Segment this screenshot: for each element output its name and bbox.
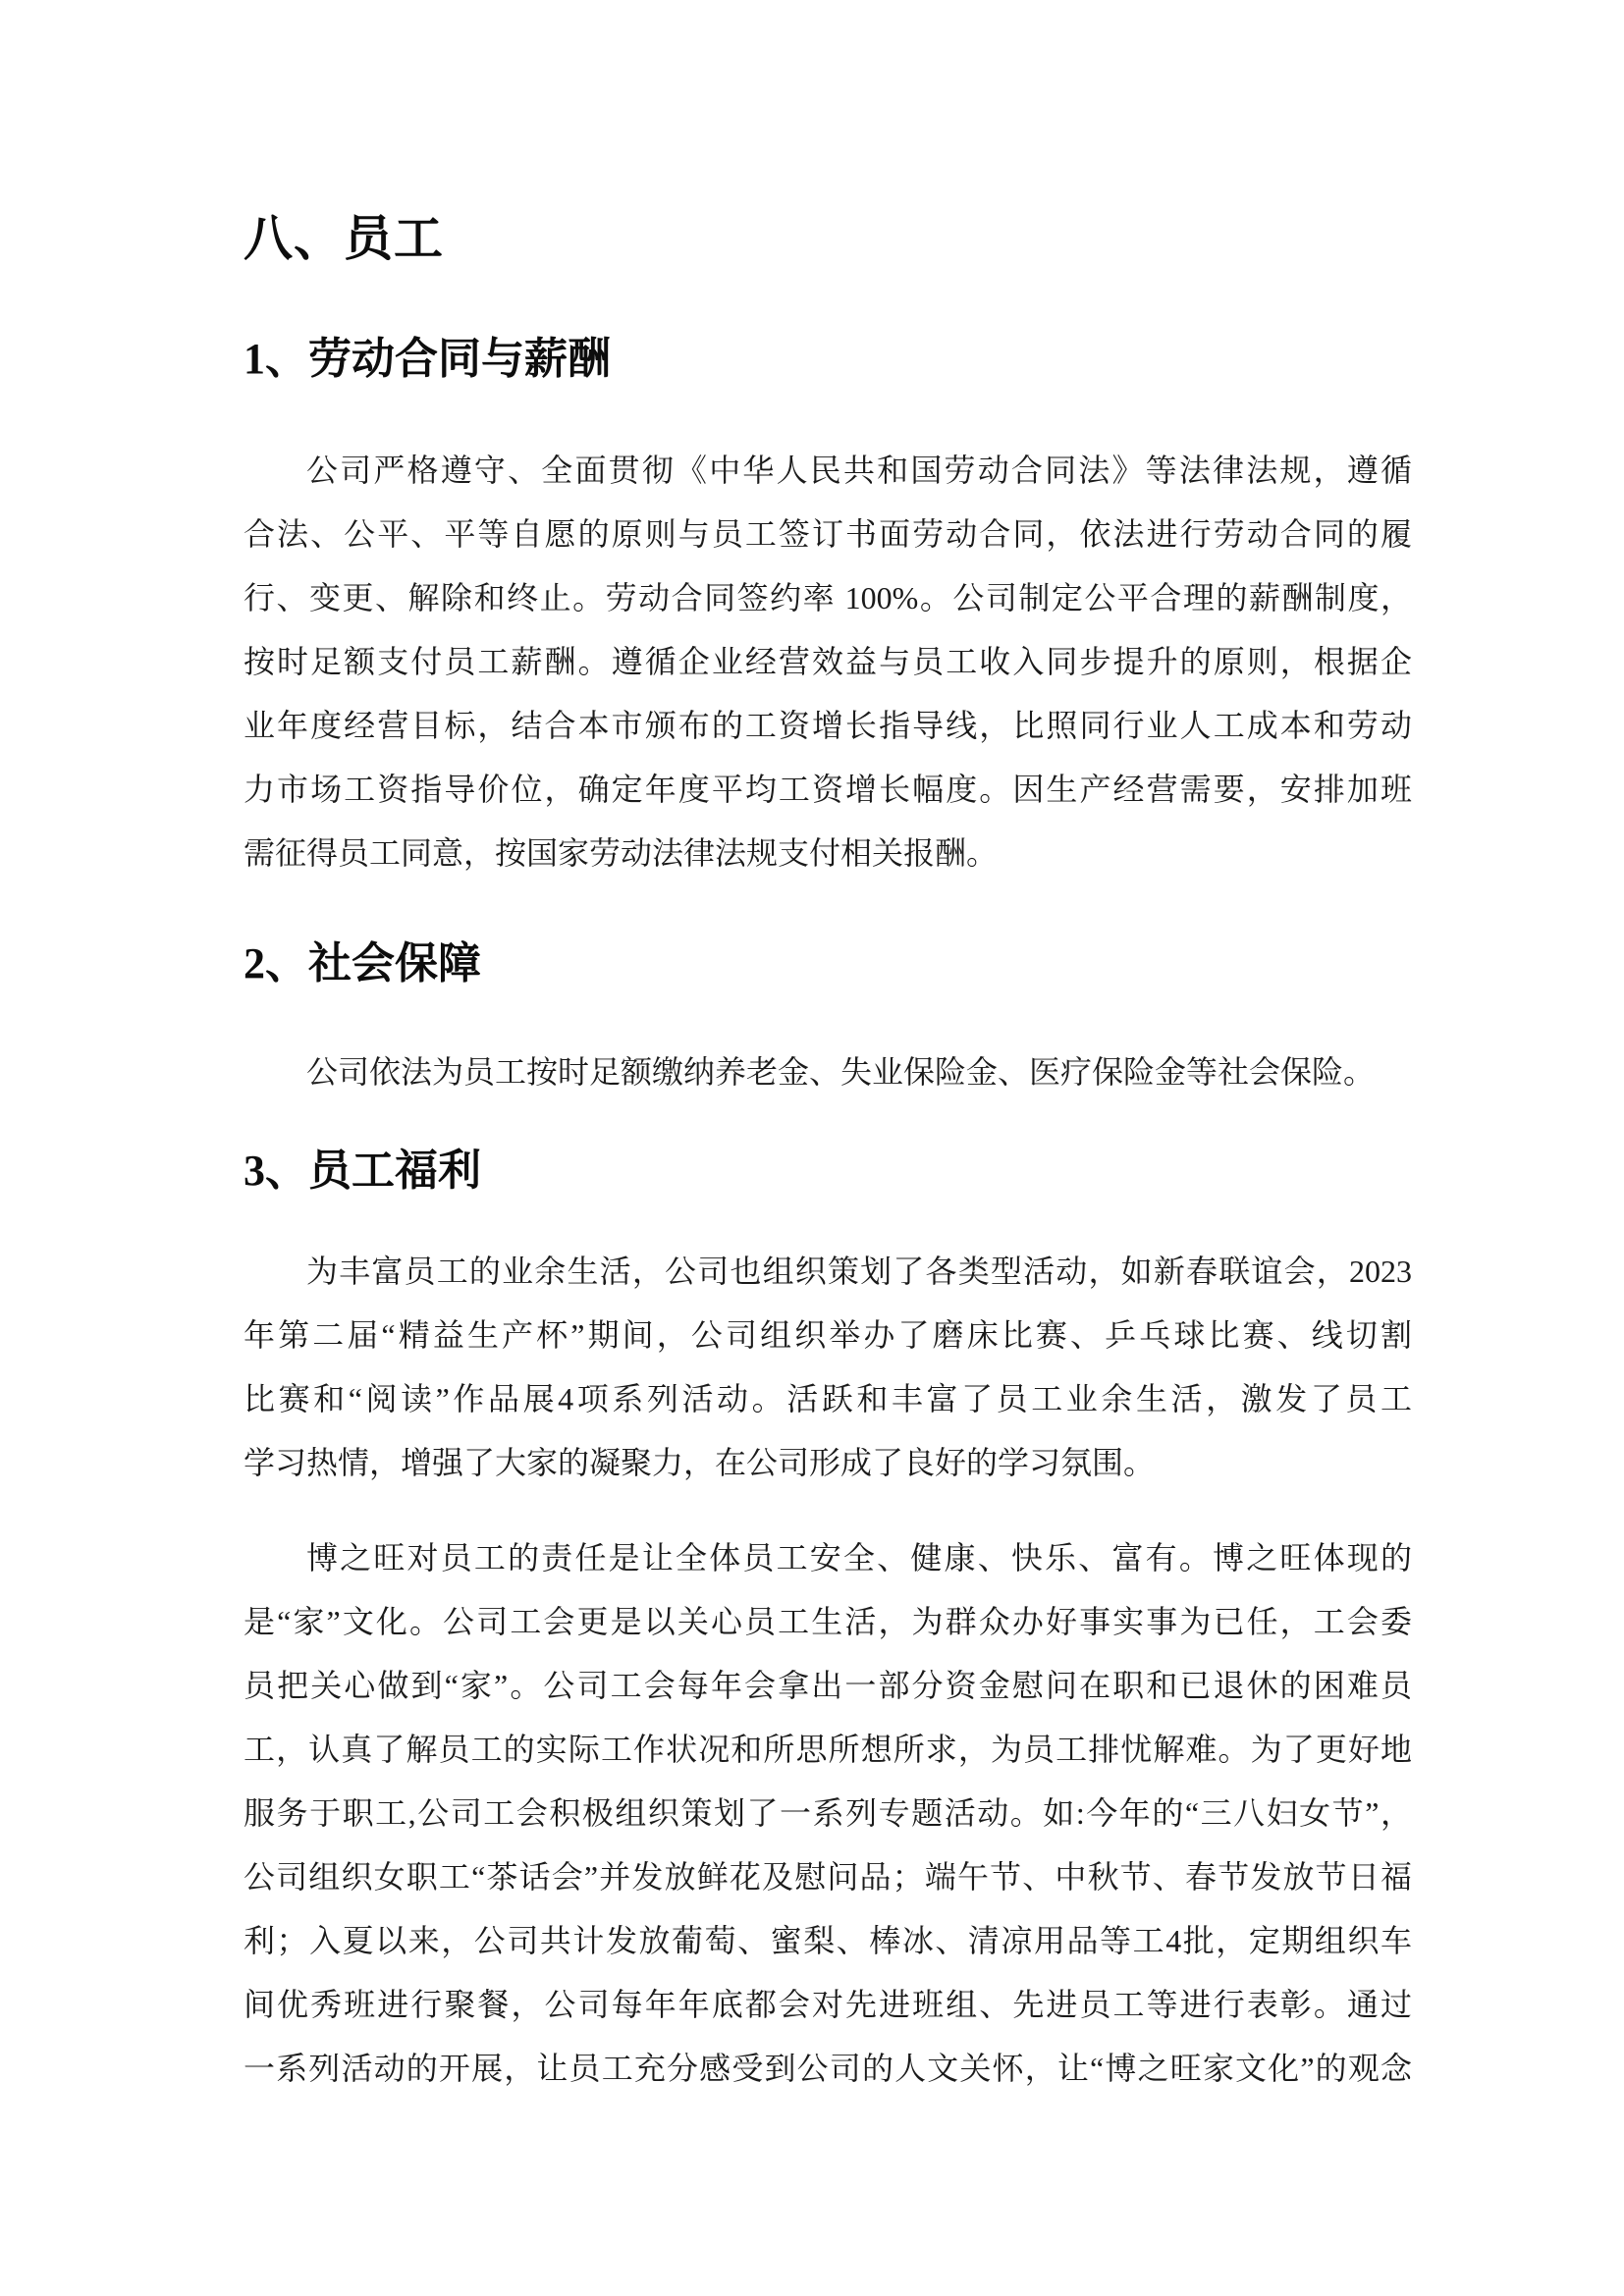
section-heading-social-security: 2、社会保障 <box>244 939 481 988</box>
paragraph-line: 业年度经营目标，结合本市颁布的工资增长指导线，比照同行业人工成本和劳动 <box>244 708 1412 743</box>
document-content <box>244 0 1412 2101</box>
paragraph-line: 行、变更、解除和终止。劳动合同签约率 100%。公司制定公平合理的薪酬制度， <box>244 580 1412 615</box>
paragraph-line: 公司严格遵守、全面贯彻《中华人民共和国劳动合同法》等法律法规，遵循 <box>306 453 1412 488</box>
paragraph-welfare-activities <box>244 1240 1412 1495</box>
paragraph-line: 博之旺对员工的责任是让全体员工安全、健康、快乐、富有。博之旺体现的 <box>306 1540 1412 1575</box>
paragraph-line: 是“家”文化。公司工会更是以关心员工生活，为群众办好事实事为已任，工会委 <box>244 1604 1412 1639</box>
paragraph-line: 力市场工资指导价位，确定年度平均工资增长幅度。因生产经营需要，安排加班 <box>244 772 1412 807</box>
paragraph-line: 按时足额支付员工薪酬。遵循企业经营效益与员工收入同步提升的原则，根据企 <box>244 644 1412 679</box>
document-title: 八、员工 <box>244 210 444 267</box>
paragraph-line: 年第二届“精益生产杯”期间，公司组织举办了磨床比赛、乒乓球比赛、线切割 <box>244 1317 1412 1353</box>
paragraph-line: 工，认真了解员工的实际工作状况和所思所想所求，为员工排忧解难。为了更好地 <box>244 1732 1412 1767</box>
paragraph-line: 公司依法为员工按时足额缴纳养老金、失业保险金、医疗保险金等社会保险。 <box>306 1054 1376 1090</box>
paragraph-line: 为丰富员工的业余生活，公司也组织策划了各类型活动，如新春联谊会，2023 <box>306 1254 1412 1289</box>
paragraph-line: 学习热情，增强了大家的凝聚力，在公司形成了良好的学习氛围。 <box>244 1445 1156 1480</box>
paragraph-line: 间优秀班进行聚餐，公司每年年底都会对先进班组、先进员工等进行表彰。通过 <box>244 1987 1412 2022</box>
paragraph-line: 利；入夏以来，公司共计发放葡萄、蜜梨、棒冰、清凉用品等工4批，定期组织车 <box>244 1923 1412 1958</box>
paragraph-social-security <box>244 1041 1412 1104</box>
paragraph-line: 服务于职工,公司工会积极组织策划了一系列专题活动。如:今年的“三八妇女节”， <box>244 1795 1412 1831</box>
paragraph-line: 需征得员工同意，按国家劳动法律法规支付相关报酬。 <box>244 835 999 871</box>
paragraph-line: 一系列活动的开展，让员工充分感受到公司的人文关怀，让“博之旺家文化”的观念 <box>244 2051 1412 2086</box>
paragraph-line: 比赛和“阅读”作品展4项系列活动。活跃和丰富了员工业余生活，激发了员工 <box>244 1381 1412 1416</box>
paragraph-line: 合法、公平、平等自愿的原则与员工签订书面劳动合同，依法进行劳动合同的履 <box>244 516 1412 552</box>
paragraph-labor-contract <box>244 439 1412 885</box>
section-heading-employee-welfare: 3、员工福利 <box>244 1147 481 1195</box>
paragraph-family-culture <box>244 1526 1412 2101</box>
paragraph-line: 员把关心做到“家”。公司工会每年会拿出一部分资金慰问在职和已退休的困难员 <box>244 1668 1412 1703</box>
paragraph-line: 公司组织女职工“茶话会”并发放鲜花及慰问品；端午节、中秋节、春节发放节日福 <box>244 1859 1412 1895</box>
section-heading-labor-contract: 1、劳动合同与薪酬 <box>244 335 611 383</box>
